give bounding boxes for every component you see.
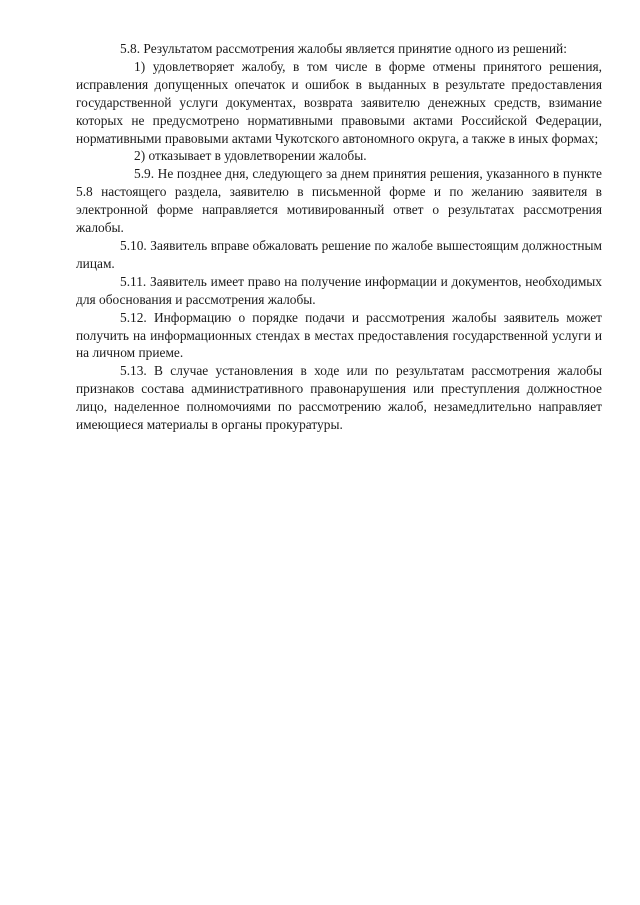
paragraph-5-8-item-1: 1) удовлетворяет жалобу, в том числе в форме отмены принятого решения, исправления допущенных опечаток и ошибок в выданных в результате предоставления государственной услуги документах, возврата заявителю денежных средств, взимание которых не предусмотрено нормативными правовыми актами Российской Федерации, нормативными правовыми актами Чукотского автономного округа, а также в иных формах; — [76, 58, 602, 146]
paragraph-5-11: 5.11. Заявитель имеет право на получение информации и документов, необходимых для обоснования и рассмотрения жалобы. — [76, 273, 602, 307]
paragraph-5-9: 5.9. Не позднее дня, следующего за днем принятия решения, указанного в пункте 5.8 настоящего раздела, заявителю в письменной форме и по желанию заявителя в электронной форме направляется мотивированный ответ о результатах рассмотрения жалобы. — [76, 166, 602, 236]
paragraph-5-12: 5.12. Информацию о порядке подачи и рассмотрения жалобы заявитель может получить на информационных стендах в местах предоставления государственной услуги и на личном приеме. — [76, 309, 602, 361]
paragraph-5-13: 5.13. В случае установления в ходе или по результатам рассмотрения жалобы признаков состава административного правонарушения или преступления должностное лицо, наделенное полномочиями по рассмотрению жалоб, незамедлительно направляет имеющиеся материалы в органы прокуратуры. — [76, 363, 602, 433]
paragraph-5-8: 5.8. Результатом рассмотрения жалобы является принятие одного из решений: — [120, 41, 567, 56]
paragraph-5-10: 5.10. Заявитель вправе обжаловать решение по жалобе вышестоящим должностным лицам. — [76, 237, 602, 271]
document-body — [76, 40, 602, 434]
paragraph-5-8-item-2: 2) отказывает в удовлетворении жалобы. — [134, 148, 367, 164]
